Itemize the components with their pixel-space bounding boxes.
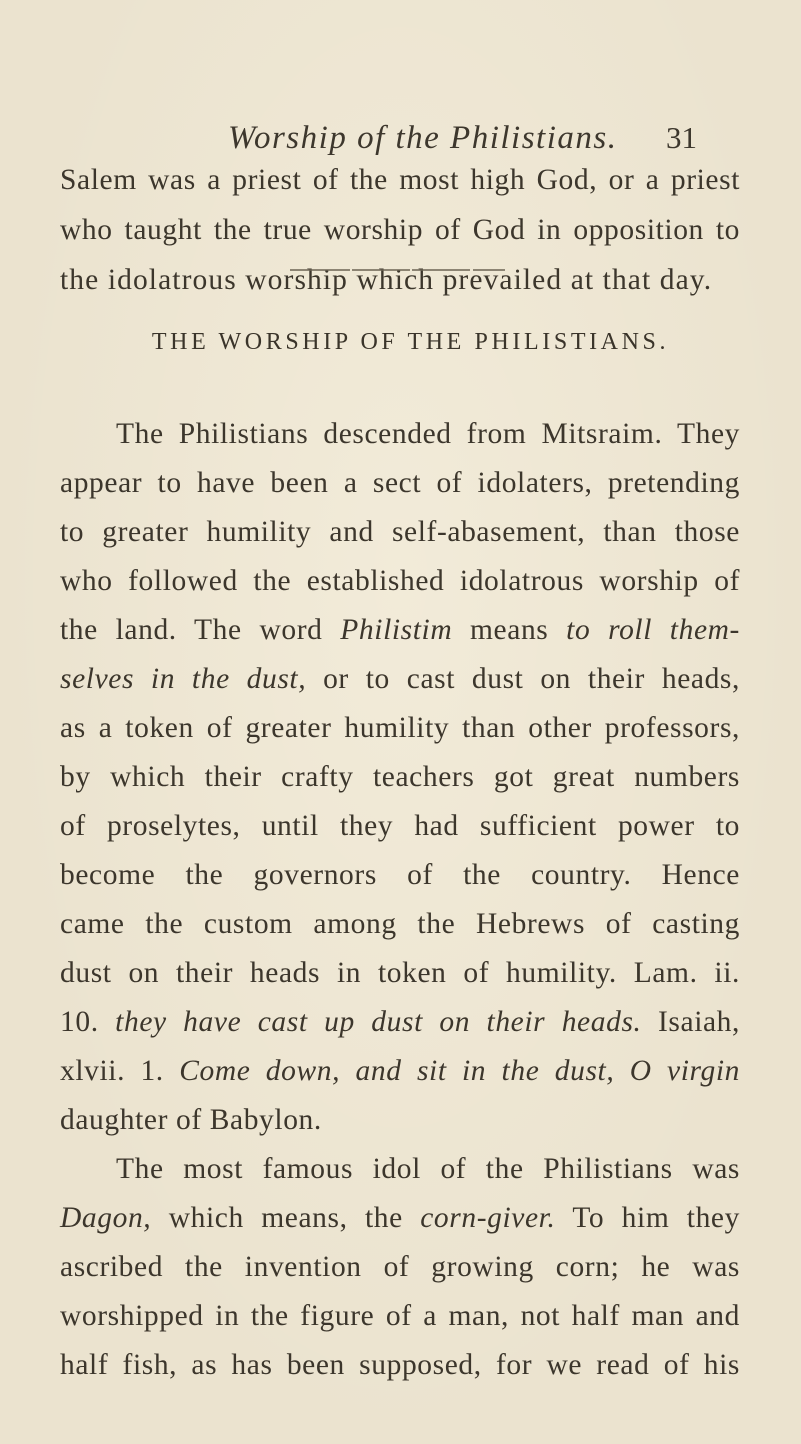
paragraph1-line-3: to greater humility and self-abasement, than those	[60, 516, 740, 548]
paragraph1-line-6	[60, 659, 740, 699]
paragraph2-line-5: half fish, as has been supposed, for we read of his	[60, 1349, 740, 1381]
paragraph1-line-12: dust on their heads in token of humility. Lam. ii.	[60, 957, 740, 989]
paragraph2-line-3: ascribed the invention of growing corn; he was	[60, 1251, 740, 1283]
text-run: xlvii. 1.	[60, 1055, 164, 1087]
paragraph1-line-14	[60, 1051, 740, 1091]
paragraph2-line-1: The most famous idol of the Philistians was	[116, 1153, 740, 1185]
paragraph1-line-8: by which their crafty teachers got great numbers	[60, 761, 740, 793]
text-run: which means, the	[168, 1202, 403, 1234]
paragraph1-line-1: The Philistians descended from Mitsraim. They	[116, 418, 740, 450]
running-title: Worship of the Philistians.	[228, 120, 618, 156]
text-run: or to cast dust on their heads,	[323, 663, 740, 695]
intro-line-2: who taught the true worship of God in opposition to	[60, 214, 740, 246]
paragraph1-line-13	[60, 1002, 740, 1042]
page-number: 31	[666, 120, 697, 155]
italic-phrase: to roll them-	[566, 614, 740, 646]
italic-term-corn-giver: corn-giver.	[420, 1202, 556, 1234]
section-heading: THE WORSHIP OF THE PHILISTIANS.	[151, 329, 670, 355]
paragraph1-line-9: of proselytes, until they had sufficient power to	[60, 810, 740, 842]
paragraph2-line-2	[60, 1198, 740, 1238]
text-run: 10.	[60, 1006, 99, 1038]
scripture-quote: Come down, and sit in the dust, O virgin	[179, 1055, 740, 1087]
italic-term-dagon: Dagon,	[60, 1202, 152, 1234]
paragraph1-line-2: appear to have been a sect of idolaters, pretending	[60, 467, 740, 499]
paragraph1-line-7: as a token of greater humility than other professors,	[60, 712, 740, 744]
paragraph1-line-10: become the governors of the country. Hence	[60, 859, 740, 891]
paragraph1-line-11: came the custom among the Hebrews of casting	[60, 908, 740, 940]
paragraph1-line-5	[60, 610, 740, 650]
italic-phrase: selves in the dust,	[60, 663, 307, 695]
intro-line-1: Salem was a priest of the most high God, or a priest	[60, 164, 740, 196]
text-run: the land. The word	[60, 614, 323, 646]
intro-line-3: the idolatrous worship which prevailed at that day.	[60, 264, 713, 296]
italic-term-philistim: Philistim	[340, 614, 453, 646]
section-divider-rule	[290, 268, 505, 272]
paragraph1-line-4: who followed the established idolatrous worship of	[60, 565, 740, 597]
text-run: To him they	[572, 1202, 740, 1234]
scripture-quote: they have cast up dust on their heads.	[115, 1006, 642, 1038]
text-run: means	[470, 614, 549, 646]
paragraph2-line-4: worshipped in the figure of a man, not half man and	[60, 1300, 740, 1332]
text-run: Isaiah,	[658, 1006, 741, 1038]
paragraph1-line-15: daughter of Babylon.	[60, 1104, 322, 1136]
